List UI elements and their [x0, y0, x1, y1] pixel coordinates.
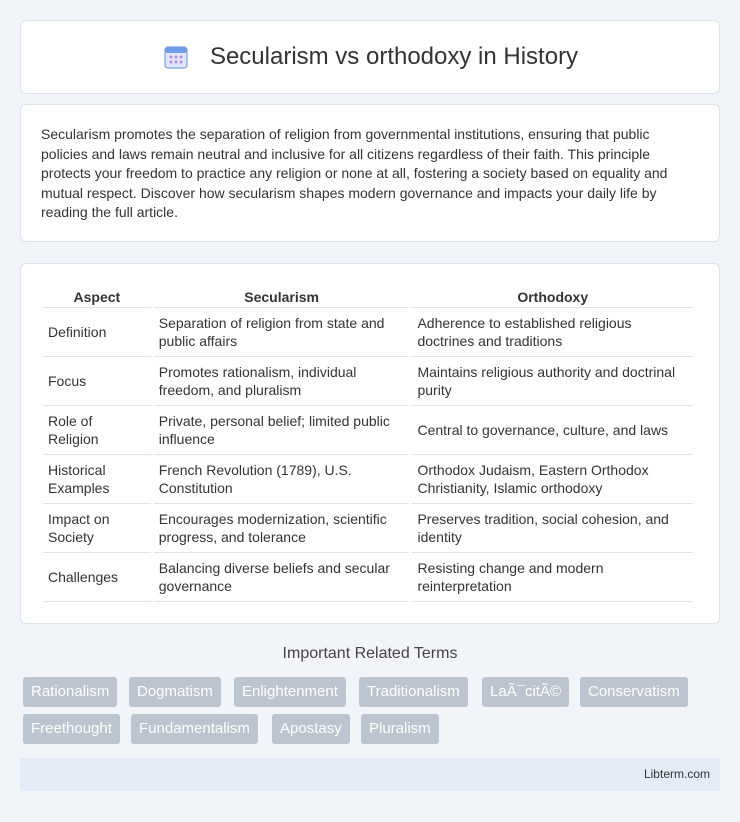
table-cell-secularism: Promotes rationalism, individual freedom, and pluralism: [154, 357, 410, 406]
table-cell-orthodoxy: Preserves tradition, social cohesion, and identity: [412, 504, 693, 553]
comparison-table: [40, 284, 696, 602]
related-term-tag[interactable]: Traditionalism: [359, 677, 468, 707]
related-term-tag[interactable]: LaÃ¯citÃ©: [482, 677, 569, 707]
related-term-tag[interactable]: Rationalism: [23, 677, 117, 707]
table-cell-aspect: Role of Religion: [43, 406, 151, 455]
table-cell-secularism: Encourages modernization, scientific progress, and tolerance: [154, 504, 410, 553]
footer-site-link[interactable]: Libterm.com: [643, 767, 710, 781]
table-cell-aspect: Focus: [43, 357, 151, 406]
column-header-secularism: Secularism: [154, 284, 410, 308]
table-cell-aspect: Challenges: [43, 553, 151, 602]
table-row: [43, 455, 693, 504]
intro-card: [20, 104, 720, 242]
related-term-tag[interactable]: Fundamentalism: [131, 714, 258, 744]
header-card: [20, 20, 720, 94]
table-row: [43, 504, 693, 553]
page-title: Secularism vs orthodoxy in History: [209, 43, 579, 70]
table-cell-aspect: Definition: [43, 308, 151, 357]
column-header-orthodoxy: Orthodoxy: [412, 284, 693, 308]
table-row: [43, 553, 693, 602]
related-term-tag[interactable]: Enlightenment: [234, 677, 346, 707]
related-terms-heading: Important Related Terms: [282, 645, 458, 662]
table-cell-orthodoxy: Maintains religious authority and doctrinal purity: [412, 357, 693, 406]
footer: [20, 758, 720, 791]
intro-text: Secularism promotes the separation of religion from governmental institutions, ensuring that public policies and laws remain neutral and inclusive for all citizens regardless of their faith. This principle protects your freedom to practice any religion or none at all, fostering a society based on equality and mutual respect. Discover how secularism shapes modern governance and impacts your daily life by reading the full article.: [41, 126, 668, 221]
calendar-icon: [162, 43, 190, 71]
related-term-tag[interactable]: Dogmatism: [129, 677, 221, 707]
table-row: [43, 308, 693, 357]
table-row: [43, 406, 693, 455]
related-term-tag[interactable]: Conservatism: [580, 677, 688, 707]
table-cell-orthodoxy: Orthodox Judaism, Eastern Orthodox Christianity, Islamic orthodoxy: [412, 455, 693, 504]
related-term-tag[interactable]: Pluralism: [361, 714, 439, 744]
table-cell-orthodoxy: Adherence to established religious doctrines and traditions: [412, 308, 693, 357]
table-header-row: [43, 284, 693, 308]
table-cell-orthodoxy: Central to governance, culture, and laws: [412, 406, 693, 455]
table-cell-secularism: French Revolution (1789), U.S. Constitution: [154, 455, 410, 504]
table-cell-orthodoxy: Resisting change and modern reinterpretation: [412, 553, 693, 602]
comparison-table-card: [20, 263, 720, 624]
column-header-aspect: Aspect: [43, 284, 151, 308]
related-term-tag[interactable]: Freethought: [23, 714, 120, 744]
table-cell-aspect: Impact on Society: [43, 504, 151, 553]
table-row: [43, 357, 693, 406]
table-cell-secularism: Balancing diverse beliefs and secular governance: [154, 553, 410, 602]
related-term-tag[interactable]: Apostasy: [272, 714, 350, 744]
table-cell-aspect: Historical Examples: [43, 455, 151, 504]
table-cell-secularism: Separation of religion from state and public affairs: [154, 308, 410, 357]
table-cell-secularism: Private, personal belief; limited public influence: [154, 406, 410, 455]
